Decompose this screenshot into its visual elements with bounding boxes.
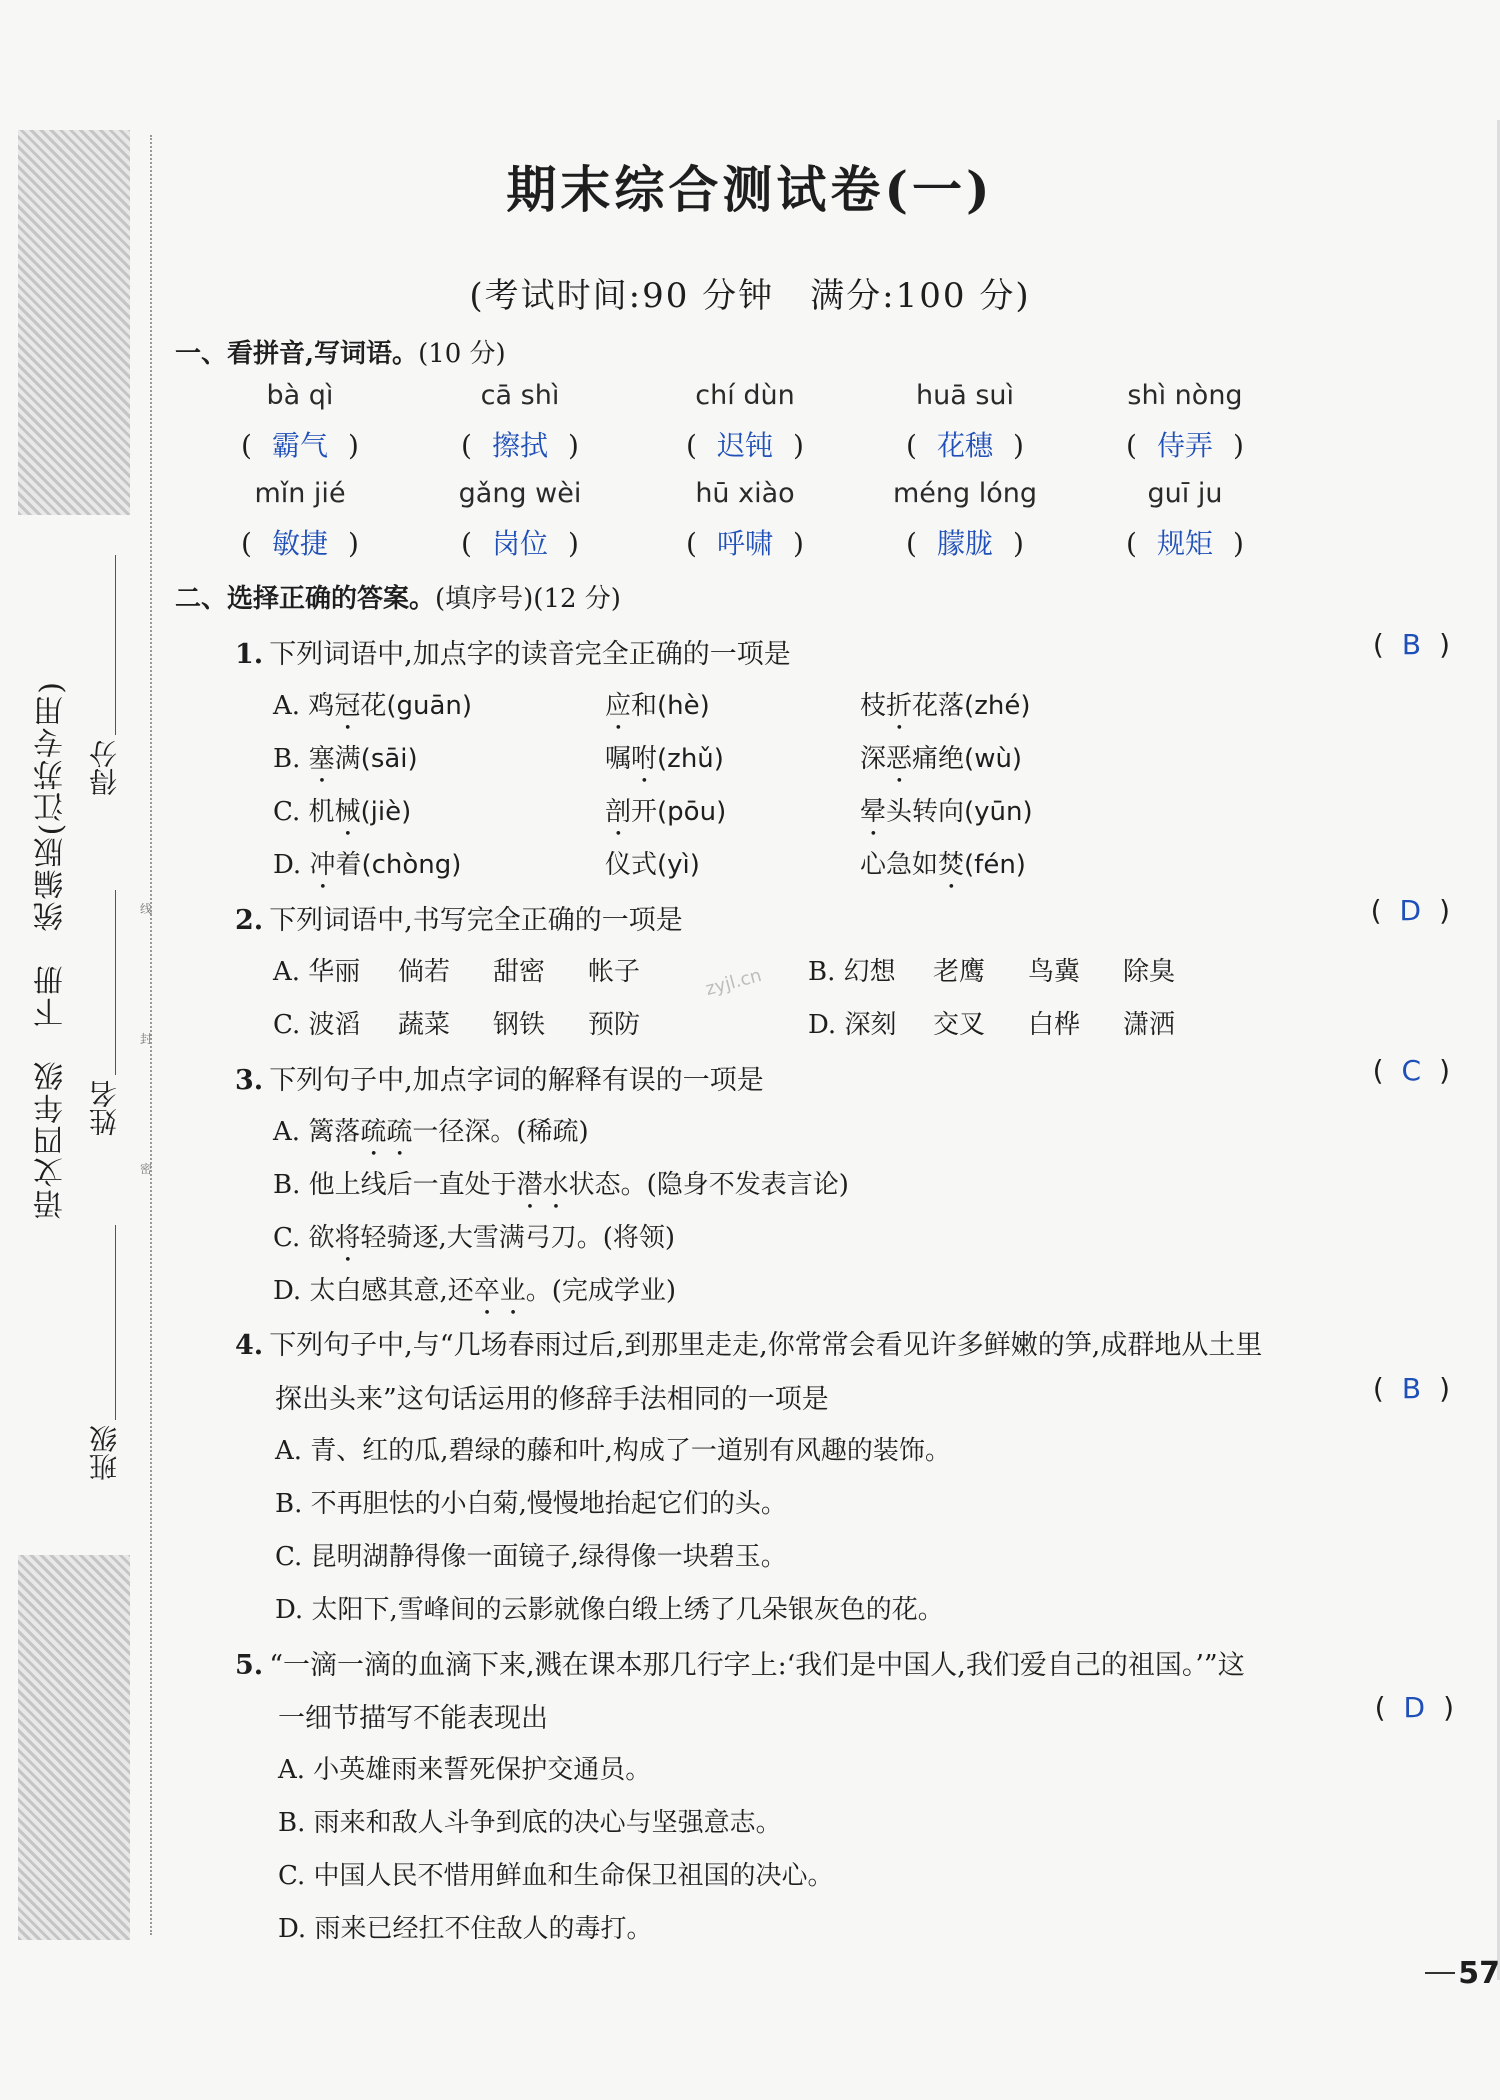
q3-answer: C <box>1401 1054 1422 1087</box>
section1-heading <box>175 333 506 370</box>
answer-box-7[interactable]: ( 岗位 ) <box>461 527 579 560</box>
answer-word: 呼啸 <box>716 527 773 560</box>
q1-option-c3: 晕头转向(yūn) <box>860 797 1033 827</box>
q4-option-b: B. 不再胆怯的小白菊,慢慢地抬起它们的头。 <box>275 1489 787 1519</box>
pinyin-2: cā shì <box>480 380 560 411</box>
q1-option-a1: A. 鸡冠花(guān) <box>273 691 473 721</box>
name-field[interactable] <box>115 890 116 1075</box>
answer-word: 霸气 <box>271 429 328 462</box>
q2-option-b-word-2: 老鹰 <box>933 957 986 987</box>
q3-option-b: B. 他上线后一直处于潜水状态。(隐身不发表言论) <box>273 1170 849 1200</box>
pinyin-8: hū xiào <box>695 478 795 509</box>
binding-mark-secret: 密 <box>140 1162 153 1176</box>
answer-word: 侍弄 <box>1156 429 1213 462</box>
q1-option-d2: 仪式(yì) <box>605 850 700 880</box>
q2-option-d-word-2: 交叉 <box>933 1010 986 1040</box>
q1-text: 下列词语中,加点字的读音完全正确的一项是 <box>269 639 791 670</box>
q1-option-c2: 剖开(pōu) <box>605 797 727 827</box>
q2-option-a-word-2: 倘若 <box>398 957 451 987</box>
q3-stem <box>235 1058 764 1097</box>
q2-answer-box[interactable]: ( D ) <box>1370 894 1450 927</box>
pinyin-10: guī ju <box>1147 478 1223 509</box>
q1-option-d1: D. 冲着(chòng) <box>273 850 462 880</box>
q3-text: 下列句子中,加点字词的解释有误的一项是 <box>269 1065 764 1096</box>
q2-option-d-word-4: 潇洒 <box>1123 1010 1176 1040</box>
answer-word: 岗位 <box>491 527 548 560</box>
page-number: 57 <box>1458 1956 1500 1991</box>
q2-option-a-word-4: 帐子 <box>588 957 641 987</box>
section2-heading-text: 二、选择正确的答案。 <box>175 584 436 614</box>
q4-stem-line1 <box>235 1323 1262 1362</box>
q3-option-a: A. 篱落疏疏一径深。(稀疏) <box>273 1117 589 1147</box>
q4-option-c: C. 昆明湖静得像一面镜子,绿得像一块碧玉。 <box>275 1542 787 1572</box>
q1-option-b2: 嘱咐(zhǔ) <box>605 744 724 774</box>
q5-option-b: B. 雨来和敌人斗争到底的决心与坚强意志。 <box>278 1808 782 1838</box>
answer-box-3[interactable]: ( 迟钝 ) <box>686 429 804 462</box>
answer-word: 规矩 <box>1156 527 1213 560</box>
q2-option-d-word-1: D. 深刻 <box>808 1010 897 1040</box>
section1-score: (10 分) <box>418 339 506 369</box>
q2-stem <box>235 898 683 937</box>
q2-answer: D <box>1399 894 1422 927</box>
score-label: 得分 <box>88 740 121 796</box>
answer-box-6[interactable]: ( 敏捷 ) <box>241 527 359 560</box>
q2-option-a-word-1: A. 华丽 <box>273 957 361 987</box>
q4-option-d: D. 太阳下,雪峰间的云影就像白缎上绣了几朵银灰色的花。 <box>275 1595 944 1625</box>
page-subtitle: (考试时间:90 分钟 满分:100 分) <box>469 276 1031 316</box>
section2-heading <box>175 578 621 615</box>
q2-option-c-word-2: 蔬菜 <box>398 1010 451 1040</box>
q2-option-b-word-4: 除臭 <box>1123 957 1176 987</box>
q1-number: 1. <box>235 639 264 670</box>
q1-answer-box[interactable]: ( B ) <box>1372 628 1450 661</box>
q5-number: 5. <box>235 1650 264 1681</box>
q2-option-c-word-1: C. 波滔 <box>273 1010 361 1040</box>
q3-answer-box[interactable]: ( C ) <box>1372 1054 1450 1087</box>
q5-option-d: D. 雨来已经扛不住敌人的毒打。 <box>278 1914 653 1944</box>
answer-box-8[interactable]: ( 呼啸 ) <box>686 527 804 560</box>
q1-option-c1: C. 机械(jiè) <box>273 797 412 827</box>
pinyin-6: mǐn jié <box>254 478 346 509</box>
score-field[interactable] <box>115 555 116 735</box>
q5-answer: D <box>1403 1691 1426 1724</box>
q2-option-a-word-3: 甜密 <box>493 957 546 987</box>
answer-box-1[interactable]: ( 霸气 ) <box>241 429 359 462</box>
binding-mark-line: 线 <box>140 902 153 916</box>
section1-heading-text: 一、看拼音,写词语。 <box>175 339 419 369</box>
q1-stem <box>235 632 791 671</box>
q4-stem-line2: 探出头来”这句话运用的修辞手法相同的一项是 <box>275 1384 829 1415</box>
answer-box-5[interactable]: ( 侍弄 ) <box>1126 429 1244 462</box>
answer-box-9[interactable]: ( 朦胧 ) <box>906 527 1024 560</box>
q1-option-b3: 深恶痛绝(wù) <box>860 744 1023 774</box>
q5-answer-box[interactable]: ( D ) <box>1374 1691 1454 1724</box>
answer-box-10[interactable]: ( 规矩 ) <box>1126 527 1244 560</box>
q1-answer: B <box>1401 628 1422 661</box>
q3-option-d: D. 太白感其意,还卒业。(完成学业) <box>273 1276 677 1306</box>
answer-word: 迟钝 <box>716 429 773 462</box>
q2-option-b-word-1: B. 幻想 <box>808 957 896 987</box>
spine-book-info: 语文四年级 下册 统编版(江苏专用) <box>34 680 69 1220</box>
q5-option-c: C. 中国人民不惜用鲜血和生命保卫祖国的决心。 <box>278 1861 834 1891</box>
q3-number: 3. <box>235 1065 264 1096</box>
q4-option-a: A. 青、红的瓜,碧绿的藤和叶,构成了一道别有风趣的装饰。 <box>275 1436 951 1466</box>
answer-word: 朦胧 <box>936 527 993 560</box>
q2-number: 2. <box>235 905 264 936</box>
watermark: zyjl.cn <box>703 964 764 1001</box>
answer-box-4[interactable]: ( 花穗 ) <box>906 429 1024 462</box>
q3-option-c: C. 欲将轻骑逐,大雪满弓刀。(将领) <box>273 1223 676 1253</box>
q2-text: 下列词语中,书写完全正确的一项是 <box>269 905 683 936</box>
q4-answer-box[interactable]: ( B ) <box>1372 1372 1450 1405</box>
answer-word: 敏捷 <box>271 527 328 560</box>
section2-score: (填序号)(12 分) <box>435 584 621 614</box>
pinyin-5: shì nòng <box>1127 380 1243 411</box>
q5-stem-line2: 一细节描写不能表现出 <box>278 1703 548 1734</box>
q5-stem-line1 <box>235 1643 1245 1682</box>
name-label: 姓名 <box>88 1080 121 1136</box>
pinyin-4: huā suì <box>915 380 1015 411</box>
q4-text-1: 下列句子中,与“几场春雨过后,到那里走走,你常常会看见许多鲜嫩的笋,成群地从土里 <box>269 1330 1263 1361</box>
pinyin-1: bà qì <box>266 380 334 411</box>
page-title: 期末综合测试卷(一) <box>506 160 994 219</box>
page-number-dash <box>1425 1972 1455 1974</box>
pinyin-9: méng lóng <box>892 478 1038 509</box>
q5-text-1: “一滴一滴的血滴下来,溅在课本那几行字上:‘我们是中国人,我们爱自己的祖国。’”这 <box>269 1650 1245 1681</box>
q1-option-a2: 应和(hè) <box>605 691 710 721</box>
pinyin-7: gǎng wèi <box>458 478 582 509</box>
pinyin-3: chí dùn <box>695 380 795 411</box>
q1-option-b1: B. 塞满(sāi) <box>273 744 418 774</box>
q4-number: 4. <box>235 1330 264 1361</box>
binding-mark-seal: 封 <box>140 1032 153 1046</box>
class-field[interactable] <box>115 1225 116 1420</box>
answer-word: 花穗 <box>936 429 993 462</box>
q2-option-c-word-3: 钢铁 <box>493 1010 546 1040</box>
decorative-pattern-bottom <box>18 1555 130 1940</box>
q2-option-d-word-3: 白桦 <box>1028 1010 1081 1040</box>
q2-option-b-word-3: 鸟冀 <box>1028 957 1081 987</box>
q4-answer: B <box>1401 1372 1422 1405</box>
q1-option-d3: 心急如焚(fén) <box>860 850 1026 880</box>
answer-word: 擦拭 <box>491 429 548 462</box>
class-label: 班级 <box>88 1425 121 1481</box>
q5-option-a: A. 小英雄雨来誓死保护交通员。 <box>278 1755 652 1785</box>
q1-option-a3: 枝折花落(zhé) <box>860 691 1031 721</box>
q2-option-c-word-4: 预防 <box>588 1010 641 1040</box>
answer-box-2[interactable]: ( 擦拭 ) <box>461 429 579 462</box>
